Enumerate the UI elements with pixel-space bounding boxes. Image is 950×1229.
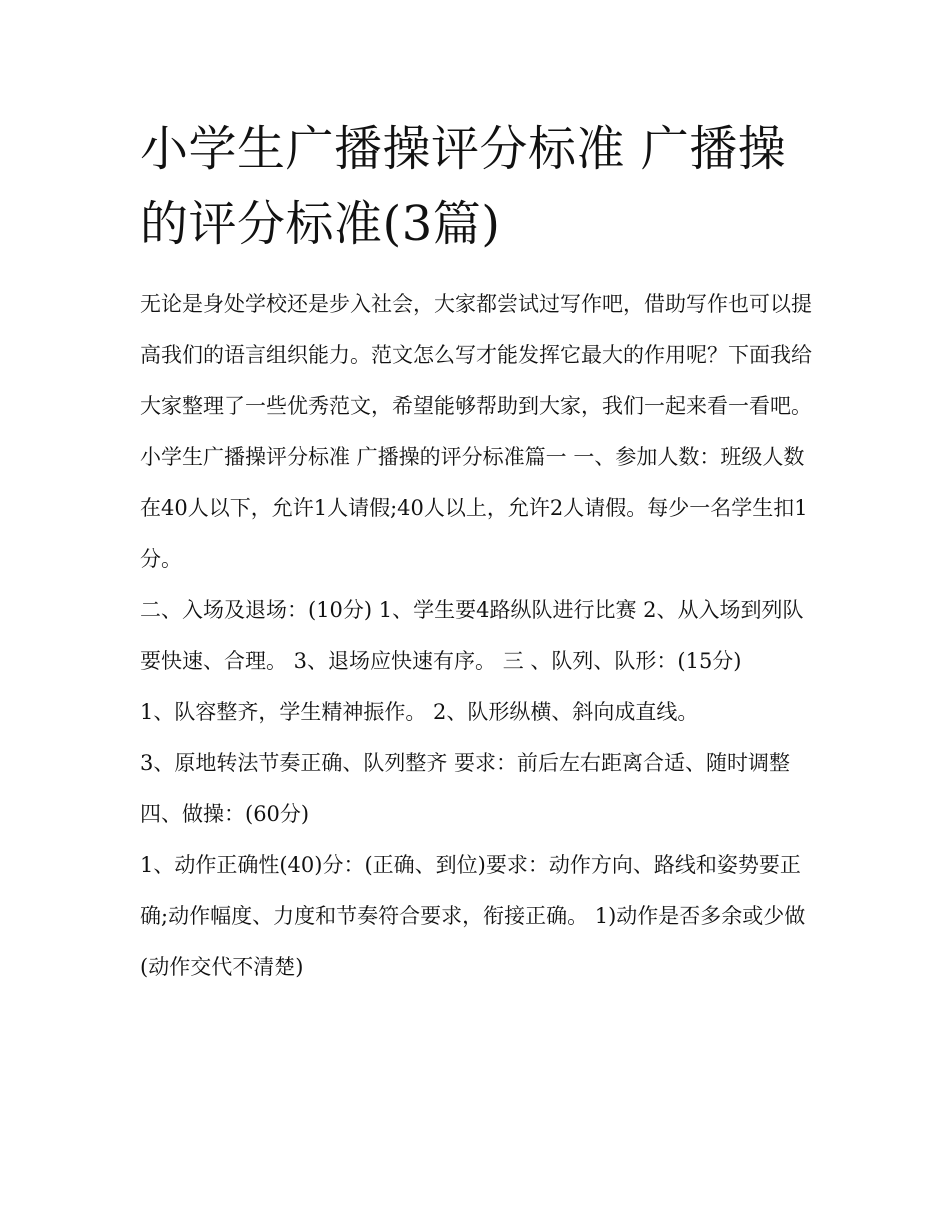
paragraph-participants: 小学生广播操评分标准 广播操的评分标准篇一 一、参加人数：班级人数在40人以下，允许1人请假;40人以上，允许2人请假。每少一名学生扣1分。 [140, 445, 808, 571]
paragraph-formation: 1、队容整齐，学生精神振作。 2、队形纵横、斜向成直线。 [140, 700, 699, 724]
document-page [140, 112, 815, 993]
paragraph-intro: 无论是身处学校还是步入社会，大家都尝试过写作吧，借助写作也可以提高我们的语言组织能力。范文怎么写才能发挥它最大的作用呢？下面我给大家整理了一些优秀范文，希望能够帮助到大家，我们一起来看一看吧。 [140, 292, 812, 418]
paragraph-entry-exit: 二、入场及退场：(10分) 1、学生要4路纵队进行比赛 2、从入场到列队要快速、合理。 3、退场应快速有序。 三 、队列、队形：(15分) [140, 598, 804, 673]
paragraph-turning: 3、原地转法节奏正确、队列整齐 要求：前后左右距离合适、随时调整 四、做操：(60分) [140, 751, 791, 826]
document-title: 小学生广播操评分标准 广播操的评分标准(3篇) [140, 121, 787, 252]
paragraph-movement-accuracy: 1、动作正确性(40)分：(正确、到位)要求：动作方向、路线和姿势要正确;动作幅度、力度和节奏符合要求，衔接正确。 1)动作是否多余或少做(动作交代不清楚) [140, 853, 806, 979]
